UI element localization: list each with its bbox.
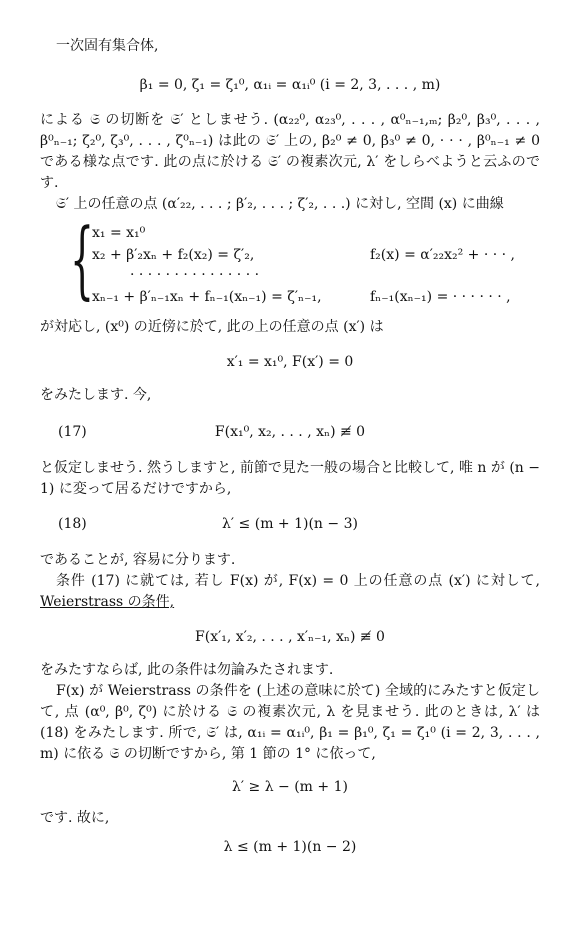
paragraph-now: をみたします. 今, (40, 387, 152, 403)
equation-17-row (40, 422, 540, 448)
paragraph-neighborhood: が対応し, (x⁰) の近傍に於て, 此の上の任意の点 (x′) は (40, 319, 384, 335)
paragraph-therefore: です. 故に, (40, 810, 110, 826)
paragraph-easily: であることが, 容易に分ります. (40, 552, 236, 568)
paragraph-curve-intro: 𝔖′ 上の任意の点 (α′₂₂, . . . ; β′₂, . . . ; ζ′₂, . . .) に対し, 空間 (x) に曲線 (56, 196, 504, 212)
equation-lambda-bound: λ ≤ (m + 1)(n − 2) (223, 839, 357, 855)
equation-weierstrass: F(x′₁, x′₂, . . . , x′ₙ₋₁, xₙ) ≢ 0 (195, 629, 385, 645)
equation-18-row (40, 514, 540, 540)
equation-lambda-prime-bound: λ′ ≥ λ − (m + 1) (232, 779, 348, 795)
equation-cut-condition: β₁ = 0, ζ₁ = ζ₁⁰, α₁ᵢ = α₁ᵢ⁰ (i = 2, 3, . . . , m) (139, 77, 441, 93)
paragraph-assumption: と仮定しませう. 然うしますと, 前節で見た一般の場合と比較して, 唯 n が (n − 1) に変って居るだけですから, (40, 460, 540, 497)
paragraph-condition-17 (40, 571, 540, 613)
system-line-dots: · · · · · · · · · · · · · · · (130, 267, 260, 283)
system-line-last-right: fₙ₋₁(xₙ₋₁) = · · · · · · , (370, 289, 511, 305)
weierstrass-condition-underlined: Weierstrass の条件, (40, 594, 175, 610)
system-line-last: xₙ₋₁ + β′ₙ₋₁xₙ + fₙ₋₁(xₙ₋₁) = ζ′ₙ₋₁, (92, 289, 322, 305)
system-line-2-right: f₂(x) = α′₂₂x₂² + · · · , (370, 247, 516, 263)
paragraph-satisfied: をみたすならば, 此の条件は勿論みたされます. (40, 662, 334, 678)
condition-17-text: 条件 (17) に就ては, 若し F(x) が, F(x) = 0 上の任意の点 (x′) に対して, (56, 573, 540, 589)
curve-system (70, 210, 540, 309)
equation-18: λ′ ≤ (m + 1)(n − 3) (222, 516, 358, 532)
equation-17: F(x₁⁰, x₂, . . . , xₙ) ≢ 0 (214, 424, 366, 440)
paragraph-cut-definition: による 𝔖 の切断を 𝔖′ としませう. (α₂₂⁰, α₂₃⁰, . . . , α⁰ₙ₋₁,ₘ; β₂⁰, β₃⁰, . . . , β⁰ₙ₋₁; ζ₂⁰, ζ₃⁰, . . . , ζ⁰ₙ₋₁) は此の 𝔖′ 上の, β₂⁰ ≠ 0, β₃⁰ ≠ 0, · · · , β⁰ₙ₋₁ ≠ 0 である様な点です. 此の点に於ける 𝔖′ の複素次元, λ′ をしらべようと云ふのです. (40, 112, 540, 191)
equation-18-number: (18) (58, 516, 87, 532)
paragraph-intro: 一次固有集合体, (56, 38, 159, 54)
left-brace: { (70, 210, 95, 308)
paragraph-global-assumption: F(x) が Weierstrass の条件を (上述の意味に於て) 全域的にみたすと仮定して, 点 (α⁰, β⁰, ζ⁰) に於ける 𝔖 の複素次元, λ を見ませう. 此のときは, λ′ は (18) をみたします. 所で, 𝔖′ は, α₁ᵢ = α₁ᵢ⁰, β₁ = β₁⁰, ζ₁ = ζ₁⁰ (i = 2, 3, . . . , m) に依る 𝔖 の切断ですから, 第 1 節の 1° に依って, (40, 683, 540, 762)
equation-point-condition: x′₁ = x₁⁰, F(x′) = 0 (226, 354, 354, 370)
system-line-1: x₁ = x₁⁰ (92, 225, 146, 241)
system-line-2: x₂ + β′₂xₙ + f₂(x₂) = ζ′₂, (92, 247, 255, 263)
equation-17-number: (17) (58, 424, 87, 440)
paper-page (40, 30, 540, 858)
